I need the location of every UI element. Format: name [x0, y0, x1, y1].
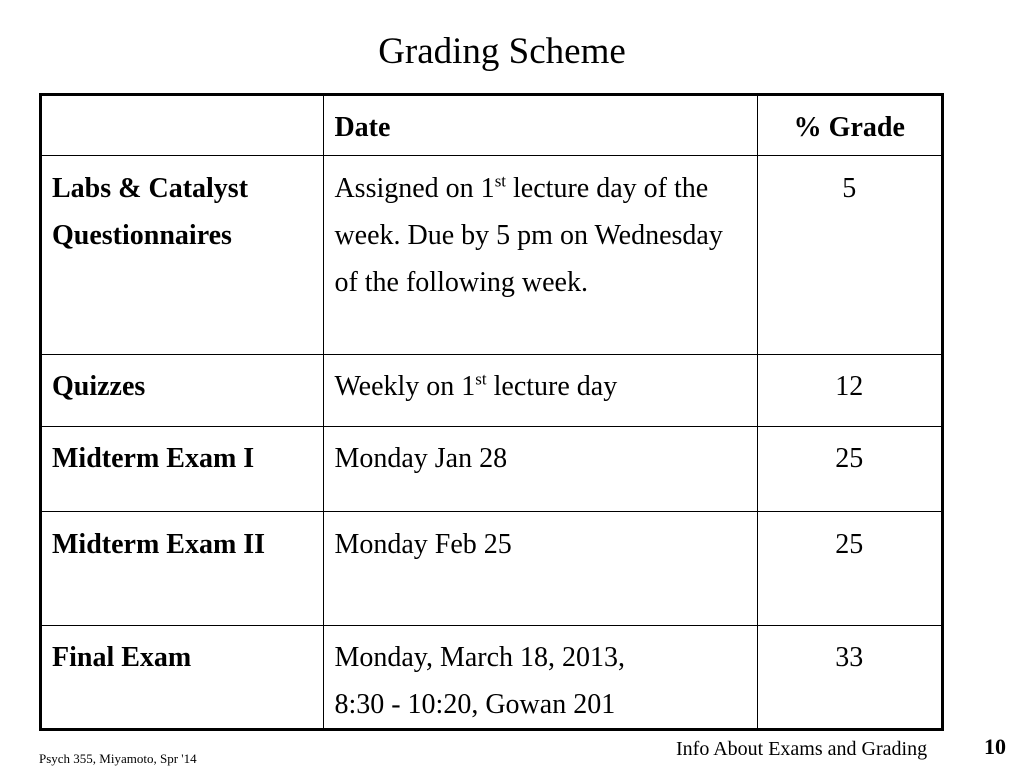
- table-header-row: [41, 95, 943, 156]
- footer-section-title: Info About Exams and Grading: [676, 738, 928, 760]
- date-text: Weekly on 1: [334, 371, 476, 402]
- table-row: [41, 512, 943, 626]
- row-date: [324, 156, 757, 355]
- date-line: Monday, March 18, 2013,: [334, 642, 626, 673]
- footer-course-info: Psych 355, Miyamoto, Spr '14: [39, 751, 197, 766]
- row-grade: 33: [757, 626, 942, 730]
- table-row: [41, 427, 943, 512]
- row-grade: 12: [757, 355, 942, 427]
- slide-title: Grading Scheme: [378, 31, 626, 72]
- row-grade: 25: [757, 512, 942, 626]
- ordinal-suffix: st: [494, 171, 507, 191]
- table-row: [41, 626, 943, 730]
- date-text: Assigned on 1: [334, 173, 495, 204]
- row-grade: 5: [757, 156, 942, 355]
- row-label: Midterm Exam II: [41, 512, 324, 626]
- row-label: Quizzes: [41, 355, 324, 427]
- ordinal-suffix: st: [475, 369, 487, 389]
- date-line: 8:30 - 10:20, Gowan 201: [334, 689, 616, 720]
- row-label: Midterm Exam I: [41, 427, 324, 512]
- date-text: lecture day of the week. Due by 5 pm on Wednesday of the following week.: [334, 173, 723, 298]
- page-number: 10: [984, 734, 1006, 759]
- row-grade: 25: [757, 427, 942, 512]
- table-row: [41, 355, 943, 427]
- grading-table: [39, 93, 944, 731]
- header-date: Date: [324, 95, 757, 156]
- row-label: Final Exam: [41, 626, 324, 730]
- row-date: Monday Feb 25: [324, 512, 757, 626]
- date-text: lecture day: [486, 371, 618, 402]
- row-date: [324, 626, 757, 730]
- header-grade: % Grade: [757, 95, 942, 156]
- row-label: Labs & Catalyst Questionnaires: [41, 156, 324, 355]
- table-row: [41, 156, 943, 355]
- row-date: Monday Jan 28: [324, 427, 757, 512]
- header-blank-cell: [41, 95, 324, 156]
- row-date: [324, 355, 757, 427]
